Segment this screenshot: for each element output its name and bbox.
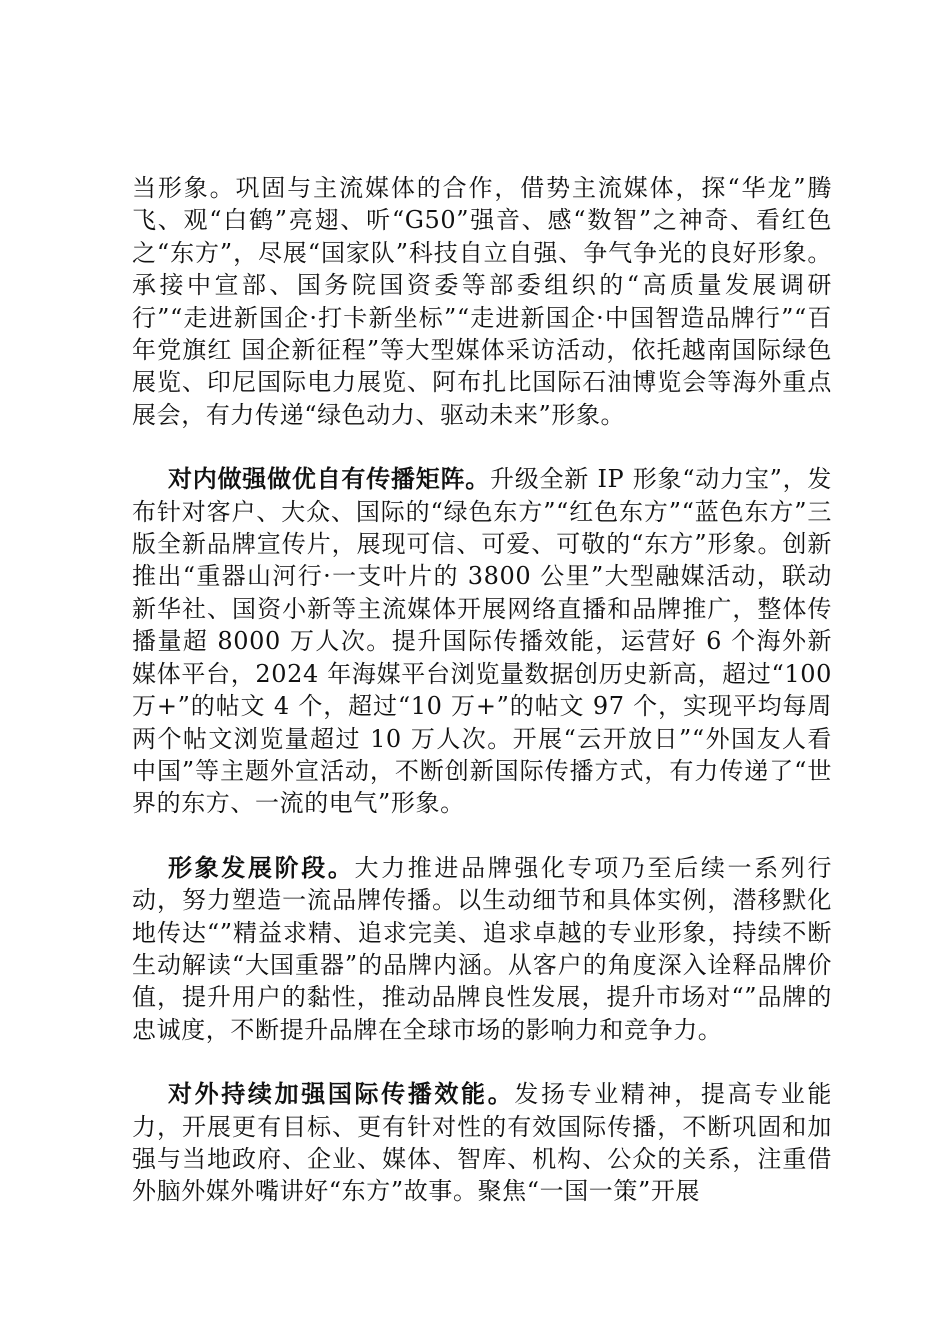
paragraph-image-development-stage	[132, 852, 832, 1046]
document-page	[132, 172, 832, 1240]
paragraph-lead-heading: 形象发展阶段。	[168, 853, 355, 882]
paragraph-body: 升级全新 IP 形象“动力宝”，发布针对客户、大众、国际的“绿色东方”“红色东方”“蓝色东方”三版全新品牌宣传片，展现可信、可爱、可敬的“东方”形象。创新推出“重器山河行·一支叶片的 3800 公里”大型融媒活动，联动新华社、国资小新等主流媒体开展网络直播和品牌推广，整体传播量超 8000 万人次。提升国际传播效能，运营好 6 个海外新媒体平台，2024 年海媒平台浏览量数据创历史新高，超过“100 万+”的帖文 4 个，超过“10 万+”的帖文 97 个，实现平均每周两个帖文浏览量超过 10 万人次。开展“云开放日”“外国友人看中国”等主题外宣活动，不断创新国际传播方式，有力传递了“世界的东方、一流的电气”形象。	[132, 465, 832, 818]
paragraph-body: 发扬专业精神，提高专业能力，开展更有目标、更有针对性的有效国际传播，不断巩固和加强与当地政府、企业、媒体、智库、机构、公众的关系，注重借外脑外媒外嘴讲好“东方”故事。聚焦“一国一策”开展	[132, 1080, 832, 1206]
paragraph-body: 当形象。巩固与主流媒体的合作，借势主流媒体，探“华龙”腾飞、观“白鹤”亮翅、听“G50”强音、感“数智”之神奇、看红色之“东方”，尽展“国家队”科技自立自强、争气争光的良好形象。承接中宣部、国务院国资委等部委组织的“高质量发展调研行”“走进新国企·打卡新坐标”“走进新国企·中国智造品牌行”“百年党旗红 国企新征程”等大型媒体采访活动，依托越南国际绿色展览、印尼国际电力展览、阿布扎比国际石油博览会等海外重点展会，有力传递“绿色动力、驱动未来”形象。	[132, 174, 832, 429]
paragraph-international-communication	[132, 1078, 832, 1208]
paragraph-lead-heading: 对外持续加强国际传播效能。	[168, 1080, 515, 1109]
paragraph-lead-heading: 对内做强做优自有传播矩阵。	[168, 465, 490, 494]
paragraph-body: 大力推进品牌强化专项乃至后续一系列行动，努力塑造一流品牌传播。以生动细节和具体实例，潜移默化地传达“”精益求精、追求完美、追求卓越的专业形象，持续不断生动解读“大国重器”的品牌内涵。从客户的角度深入诠释品牌价值，提升用户的黏性，推动品牌良性发展，提升市场对“”品牌的忠诚度，不断提升品牌在全球市场的影响力和竞争力。	[132, 853, 832, 1044]
paragraph-brand-image-continuation	[132, 172, 832, 431]
paragraph-internal-matrix	[132, 463, 832, 819]
